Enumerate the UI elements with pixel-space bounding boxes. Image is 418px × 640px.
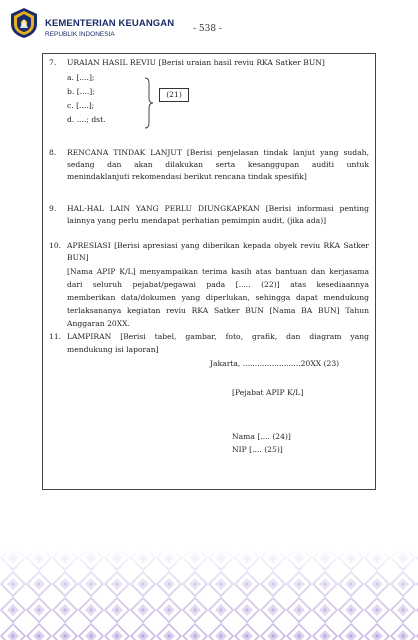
item-10-line-3: [Nama APIP K/L] menyampaikan terima kasih atas bantuan dan kerjasama — [67, 267, 369, 276]
item-7-point-c: c. [....]; — [67, 101, 95, 110]
item-7-point-d: d. ....; dst. — [67, 115, 106, 124]
signature-place-date: Jakarta, ........................20XX (23) — [210, 359, 340, 368]
item-11-number: 11. — [49, 332, 62, 341]
curly-brace-icon — [144, 77, 154, 129]
reference-box: (21) — [159, 88, 189, 102]
page-number: - 538 - — [193, 24, 222, 34]
item-10-line-6: terlaksananya kegiatan reviu RKA Satker BUN [Nama BA BUN] Tahun — [67, 306, 369, 315]
item-9-number: 9. — [49, 204, 57, 213]
item-8-line-2: sedang dan akan dilakukan serta kesanggupan auditi untuk — [67, 160, 369, 169]
item-11-line-1: LAMPIRAN [Berisi tabel, gambar, foto, grafik, dan diagram yang — [67, 332, 369, 341]
decorative-pattern — [0, 545, 418, 640]
item-7-number: 7. — [49, 58, 57, 67]
signature-nip: NIP [.... (25)] — [232, 445, 283, 454]
item-11-line-2: mendukung isi laporan] — [67, 345, 159, 354]
item-10-line-7: Anggaran 20XX. — [67, 319, 130, 328]
item-8-number: 8. — [49, 148, 57, 157]
item-10-number: 10. — [49, 241, 62, 250]
item-7-title: URAIAN HASIL REVIU [Berisi uraian hasil reviu RKA Satker BUN] — [67, 58, 325, 67]
item-7-point-b: b. [....]; — [67, 87, 95, 96]
kemenkeu-logo-icon — [9, 7, 39, 39]
item-8-line-1: RENCANA TINDAK LANJUT [Berisi penjelasan tindak lanjut yang sudah, — [67, 148, 369, 157]
item-9-line-2: lainnya yang perlu mendapat perhatian pemimpin audit, (jika ada)] — [67, 216, 327, 225]
organization-name: KEMENTERIAN KEUANGAN — [45, 18, 175, 29]
signature-official: [Pejabat APIP K/L] — [232, 388, 304, 397]
item-10-line-5: memberikan data/dokumen yang diperlukan, sehingga dapat mendukung — [67, 293, 369, 302]
item-8-line-3: menindaklanjuti rekomendasi berikut rencana tindak spesifik] — [67, 172, 307, 181]
item-10-line-2: BUN] — [67, 253, 89, 262]
signature-name: Nama [.... (24)] — [232, 432, 291, 441]
page-header — [0, 0, 418, 46]
item-9-line-1: HAL-HAL LAIN YANG PERLU DIUNGKAPKAN [Berisi informasi penting — [67, 204, 369, 213]
item-10-line-1: APRESIASI [Berisi apresiasi yang diberikan kepada obyek reviu RKA Satker — [67, 241, 369, 250]
item-7-point-a: a. [....]; — [67, 73, 95, 82]
organization-subtitle: REPUBLIK INDONESIA — [45, 31, 115, 38]
organization-label — [45, 18, 174, 39]
item-10-line-4: dari seluruh pejabat/pegawai pada [..... (22)] atas kesediaannya — [67, 280, 369, 289]
document-frame — [42, 53, 376, 490]
